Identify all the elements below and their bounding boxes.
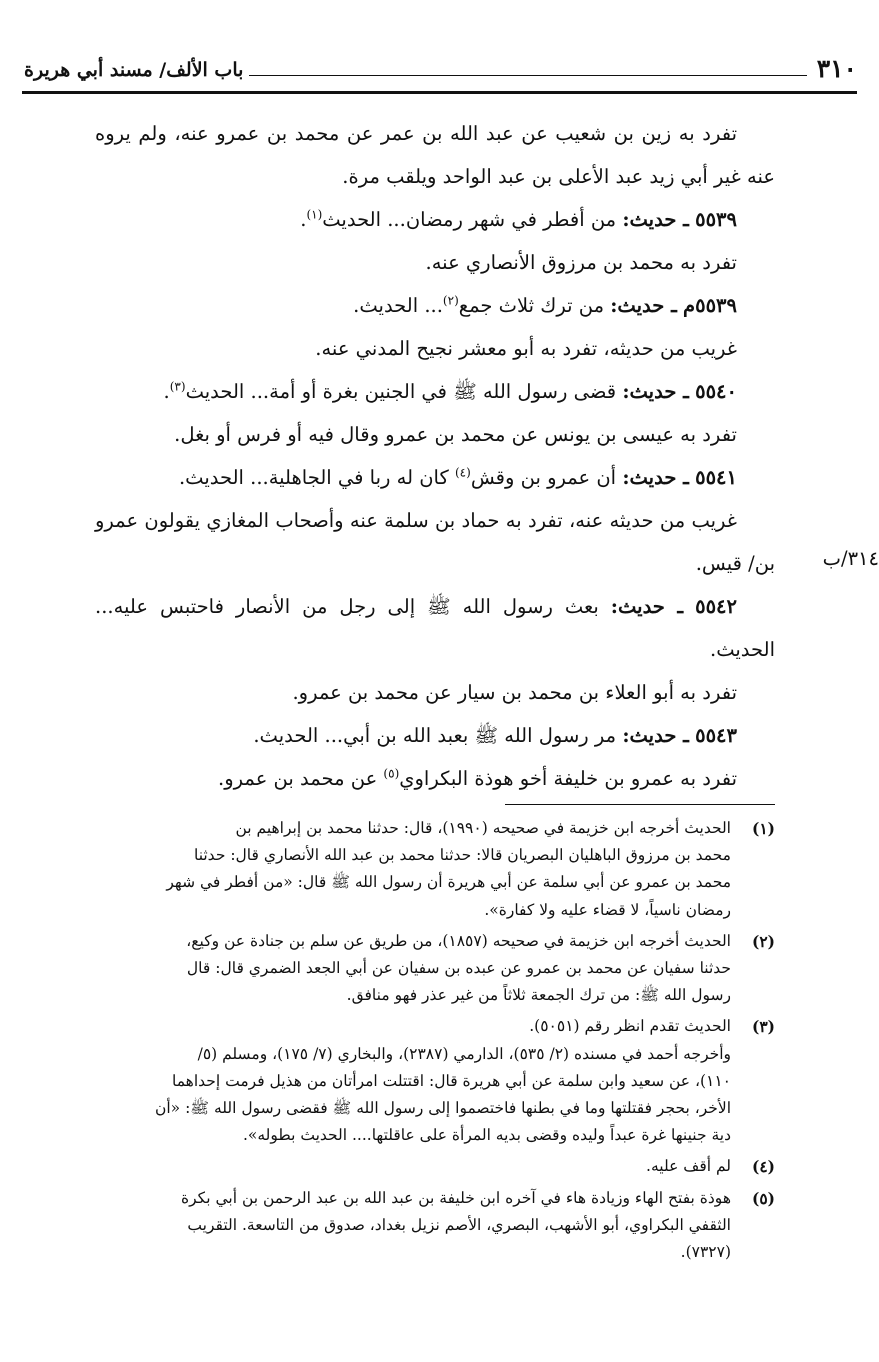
intro-line: يروه عنه غير أبي زيد عبد الأعلى بن عبد الواحد ويلقب مرة. [95, 122, 775, 188]
footnote-ref: (٣) [169, 379, 186, 394]
footnote-line: الحديث أخرجه ابن خزيمة في صحيحه (١٩٩٠)، قال: حدثنا محمد بن إبراهيم بن [235, 819, 731, 837]
hadith-entry [95, 714, 775, 757]
footnote-line: محمد بن عمرو عن أبي سلمة عن أبي هريرة أن رسول الله ﷺ قال: «من أفطر في شهر [166, 873, 731, 892]
footnotes [47, 815, 775, 1270]
hadith-end: . [300, 208, 307, 231]
hadith-number: ٥٥٤٣ [695, 724, 737, 747]
hadith-entry [95, 370, 775, 413]
footnote-line: محمد بن مرزوق الباهليان البصريان قالا: حدثنا محمد بن عبد الله الأنصاري قال: حدثنا [193, 846, 731, 865]
hadith-number: ٥٥٤٠ [695, 380, 737, 403]
footnote-line: لم أقف عليه. [646, 1157, 731, 1176]
comment-text: تفرد به عمرو بن خليفة أخو هوذة البكراوي [399, 767, 737, 790]
footnote [47, 1153, 775, 1180]
intro-paragraph [95, 112, 775, 198]
hadith-text: مر رسول الله ﷺ بعبد الله بن أبي... الحديث. [253, 724, 617, 747]
footnote-line: ١١٠)، عن سعيد وابن سلمة عن أبي هريرة قال: اقتتلت امرأتان من هذيل فرمت إحداهما [172, 1071, 731, 1090]
footnote-number: (٢) [751, 931, 775, 951]
hadith-number: ٥٥٤١ [695, 466, 737, 489]
hadith-end: كان له ربا في الجاهلية... الحديث. [178, 466, 455, 489]
hadith-text: من أفطر في شهر رمضان... الحديث [322, 208, 617, 231]
hadith-label: ـ حديث: [610, 294, 677, 317]
footnote-separator [505, 804, 775, 805]
footnote-ref: (٢) [442, 293, 459, 308]
footnote-line: الثقفي البكراوي، أبو الأشهب، البصري، الأصم نزيل بغداد، صدوق من التاسعة. التقريب [187, 1215, 731, 1234]
hadith-text: قضى رسول الله ﷺ في الجنين بغرة أو أمة... الحديث [185, 380, 617, 403]
page-number: ٣١٠ [816, 54, 857, 83]
hadith-comment: تفرد به محمد بن مرزوق الأنصاري عنه. [425, 251, 737, 274]
footnote-ref: (٤) [454, 465, 471, 480]
footnote-line: هوذة بفتح الهاء وزيادة هاء في آخره ابن خليفة بن عبد الله بن عبد الرحمن بن أبي بكرة [181, 1188, 731, 1207]
hadith-entry [95, 585, 775, 671]
footnote [47, 1013, 775, 1149]
hadith-label: ـ حديث: [622, 724, 689, 747]
hadith-comment: تفرد به عيسى بن يونس عن محمد بن عمرو وقال فيه أو فرس أو بغل. [174, 423, 737, 446]
running-header [24, 44, 857, 84]
hadith-label: ـ حديث: [622, 208, 689, 231]
hadith-entry [95, 198, 775, 241]
footnote [47, 928, 775, 1010]
footnote-number: (٤) [751, 1157, 775, 1177]
footnote-line: الحديث أخرجه ابن خزيمة في صحيحه (١٨٥٧)، من طريق عن سلم بن جنادة عن وكيع، [186, 931, 731, 950]
footnote-line: رسول الله ﷺ: من ترك الجمعة ثلاثاً من غير عذر فهو منافق. [346, 986, 731, 1005]
footnote-line: رمضان ناسياً، لا قضاء عليه ولا كفارة». [484, 900, 731, 919]
hadith-text: أن عمرو بن وقش [470, 466, 617, 489]
footnote-line: وأخرجه أحمد في مسنده (٢/ ٥٣٥)، الدارمي (٢٣٨٧)، والبخاري (٧/ ١٧٥)، ومسلم (٥/ [197, 1044, 731, 1063]
hadith-number: ٥٥٣٩م [683, 294, 737, 317]
intro-line: تفرد به زين بن شعيب عن عبد الله بن عمر عن محمد بن عمرو عنه، ولم [138, 122, 737, 145]
footnote [47, 1185, 775, 1267]
comment-text: عن محمد بن عمرو. [218, 767, 384, 790]
hadith-number: ٥٥٣٩ [695, 208, 737, 231]
hadith-text: من ترك ثلاث جمع [458, 294, 605, 317]
main-text [95, 112, 775, 800]
running-title: باب الألف/ مسند أبي هريرة [24, 59, 244, 81]
manuscript-folio-note: ٣١٤/ب [822, 547, 879, 570]
hadith-number: ٥٥٤٢ [695, 595, 738, 618]
hadith-comment: تفرد به أبو العلاء بن محمد بن سيار عن محمد بن عمرو. [292, 681, 737, 704]
hadith-entry [95, 284, 775, 327]
hadith-end: ... الحديث. [353, 294, 443, 317]
hadith-comment [95, 757, 775, 800]
header-dash-line [249, 75, 806, 76]
footnote-ref: (٥) [383, 766, 400, 781]
footnote-line: (٧٣٢٧). [680, 1243, 731, 1262]
hadith-label: ـ حديث: [622, 466, 689, 489]
footnote-line: حدثنا سفيان عن محمد بن عمرو عن عبده بن سفيان عن أبي الجعد الضمري قال: قال [186, 959, 731, 978]
footnote-line: الحديث تقدم انظر رقم (٥٠٥١). [529, 1017, 731, 1036]
hadith-label: ـ حديث: [622, 380, 689, 403]
footnote-number: (٣) [751, 1017, 775, 1037]
footnote-number: (٥) [751, 1188, 775, 1208]
hadith-comment: غريب من حديثه عنه، تفرد به حماد بن سلمة عنه وأصحاب المغازي يقولون عمرو بن/ قيس. [95, 509, 775, 575]
footnote [47, 815, 775, 924]
hadith-label: ـ حديث: [610, 595, 684, 618]
footnote-line: دية جنينها غرة عبداً وليده وقضى بديه المرأة على عاقلتها.... الحديث بطوله». [242, 1126, 731, 1145]
hadith-entry [95, 456, 775, 499]
footnote-ref: (١) [306, 207, 323, 222]
footnote-line: الأخر، بحجر فقتلتها وما في بطنها فاختصموا إلى رسول الله ﷺ فقضى رسول الله ﷺ: «أن [154, 1099, 731, 1118]
footnote-number: (١) [751, 819, 775, 838]
header-rule [22, 91, 857, 94]
hadith-text: بعث رسول الله ﷺ إلى رجل من الأنصار فاحتبس عليه... الحديث. [95, 595, 775, 661]
hadith-end: . [163, 380, 170, 403]
hadith-comment: غريب من حديثه، تفرد به أبو معشر نجيح المدني عنه. [315, 337, 737, 360]
